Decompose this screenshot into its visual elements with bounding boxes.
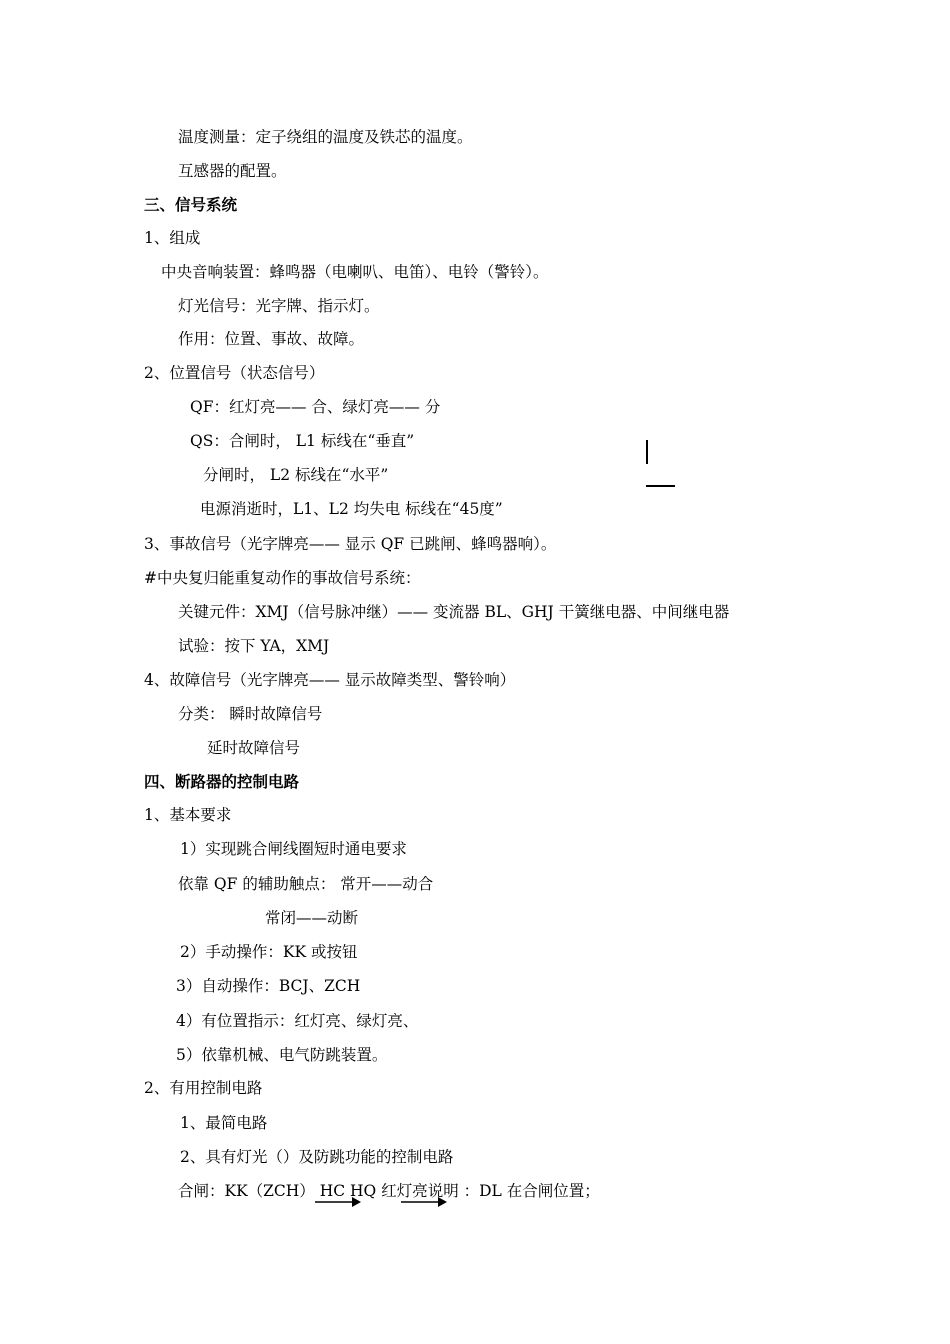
subsection-heading: 3、事故信号（光字牌亮—— 显示 QF 已跳闸、蜂鸣器响）。 [144, 535, 557, 553]
subsection-heading: 1、组成 [144, 229, 201, 247]
section-heading: 四、断路器的控制电路 [144, 772, 300, 791]
text-line: 关键元件：XMJ（信号脉冲继）—— 变流器 BL、GHJ 干簧继电器、中间继电器 [178, 603, 730, 621]
text-line: 作用：位置、事故、故障。 [178, 330, 365, 348]
text-line: 分类： 瞬时故障信号 [178, 705, 323, 723]
arrow-right-icon [400, 1196, 448, 1208]
horizontal-mark [646, 485, 675, 487]
text-line: 中央音响装置：蜂鸣器（电喇叭、电笛）、电铃（警铃）。 [161, 263, 549, 281]
text-line: 3）自动操作：BCJ、ZCH [176, 977, 361, 995]
text-line: 互感器的配置。 [178, 162, 287, 180]
text-line: 1）实现跳合闸线圈短时通电要求 [180, 840, 407, 858]
text-line: 延时故障信号 [207, 739, 301, 757]
subsection-heading: 2、有用控制电路 [144, 1079, 263, 1097]
text-line: QS：合闸时， L1 标线在“垂直” [190, 432, 415, 450]
text-line: 1、最简电路 [180, 1114, 268, 1132]
text-line: 依靠 QF 的辅助触点： 常开——动合 [178, 875, 434, 893]
text-line: 2、具有灯光（）及防跳功能的控制电路 [180, 1148, 454, 1166]
text-line: #中央复归能重复动作的事故信号系统： [144, 569, 421, 587]
text-line: 5）依靠机械、电气防跳装置。 [176, 1046, 388, 1064]
text-line: 常闭——动断 [265, 909, 359, 927]
text-line: 试验：按下 YA，XMJ [178, 637, 330, 655]
text-line: 分闸时， L2 标线在“水平” [203, 466, 389, 484]
section-heading: 三、信号系统 [144, 195, 238, 214]
text-line: 合闸：KK（ZCH） HC HQ 红灯亮说明 ：DL 在合闸位置； [178, 1182, 600, 1200]
text-line: 4）有位置指示：红灯亮、绿灯亮、 [176, 1012, 419, 1030]
vertical-mark [646, 440, 648, 464]
text-line: QF：红灯亮—— 合、绿灯亮—— 分 [190, 398, 441, 416]
text-line: 电源消逝时，L1、L2 均失电 标线在“45度” [200, 500, 503, 518]
subsection-heading: 1、基本要求 [144, 806, 232, 824]
text-line: 灯光信号：光字牌、指示灯。 [178, 297, 380, 315]
arrow-right-icon [314, 1196, 362, 1208]
subsection-heading: 4、故障信号（光字牌亮—— 显示故障类型、警铃响） [144, 671, 516, 689]
subsection-heading: 2、位置信号（状态信号） [144, 364, 325, 382]
text-line: 温度测量：定子绕组的温度及铁芯的温度。 [178, 128, 473, 146]
text-line: 2）手动操作：KK 或按钮 [180, 943, 358, 961]
